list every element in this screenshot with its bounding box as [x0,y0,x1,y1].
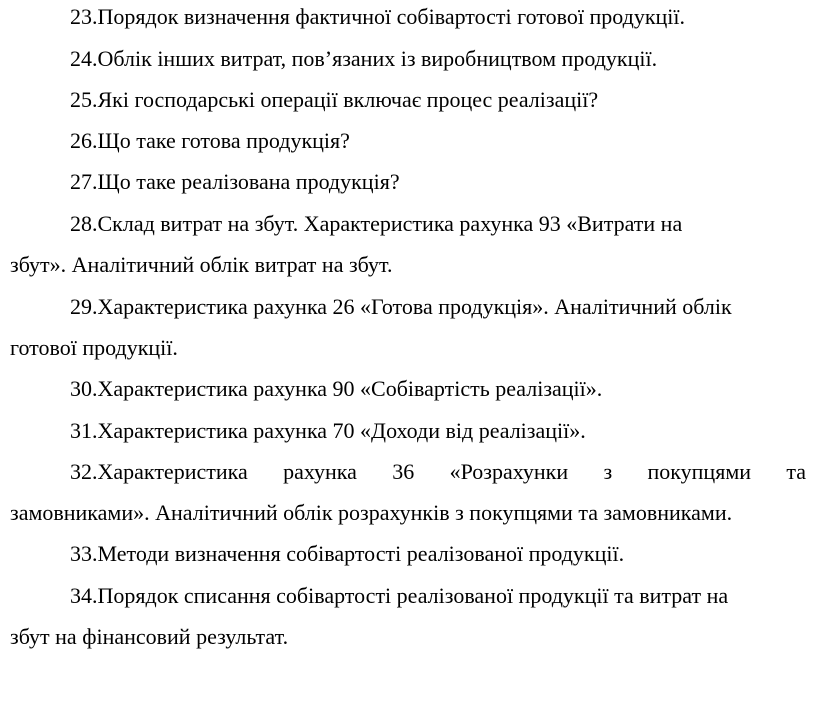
question-34-line-1: 34.Порядок списання собівартості реалізованої продукції та витрат на [70,583,729,608]
question-33 [10,533,806,574]
question-25-line-1: 25.Які господарські операції включає процес реалізації? [70,87,599,112]
question-27 [10,161,806,202]
question-26 [10,120,806,161]
question-24 [10,38,806,79]
question-31 [10,410,806,451]
question-24-line-1: 24.Облік інших витрат, пов’язаних із виробництвом продукції. [70,46,658,71]
question-28-line-2: збут». Аналітичний облік витрат на збут. [10,252,393,277]
question-29-line-1: 29.Характеристика рахунка 26 «Готова продукція». Аналітичний облік [70,294,732,319]
question-28-line-1: 28.Склад витрат на збут. Характеристика рахунка 93 «Витрати на [70,211,683,236]
question-26-line-1: 26.Що таке готова продукція? [70,128,350,153]
question-29-line-2: готової продукції. [10,335,178,360]
question-32-line-1: 32.Характеристика рахунка 36 «Розрахунки з покупцями та [70,459,806,484]
question-30-line-1: 30.Характеристика рахунка 90 «Собівартість реалізації». [70,376,603,401]
question-32-line-2: замовниками». Аналітичний облік розрахунків з покупцями та замовниками. [10,500,733,525]
question-32 [10,451,806,533]
question-23-line-1: 23.Порядок визначення фактичної собівартості готової продукції. [70,4,686,29]
question-31-line-1: 31.Характеристика рахунка 70 «Доходи від реалізації». [70,418,586,443]
question-33-line-1: 33.Методи визначення собівартості реалізованої продукції. [70,541,625,566]
question-25 [10,79,806,120]
question-27-line-1: 27.Що таке реалізована продукція? [70,169,400,194]
question-23 [10,0,806,37]
document-page [10,0,806,719]
question-28 [10,203,806,285]
question-34 [10,575,806,657]
question-34-line-2: збут на фінансовий результат. [10,624,289,649]
question-30 [10,368,806,409]
question-29 [10,286,806,368]
